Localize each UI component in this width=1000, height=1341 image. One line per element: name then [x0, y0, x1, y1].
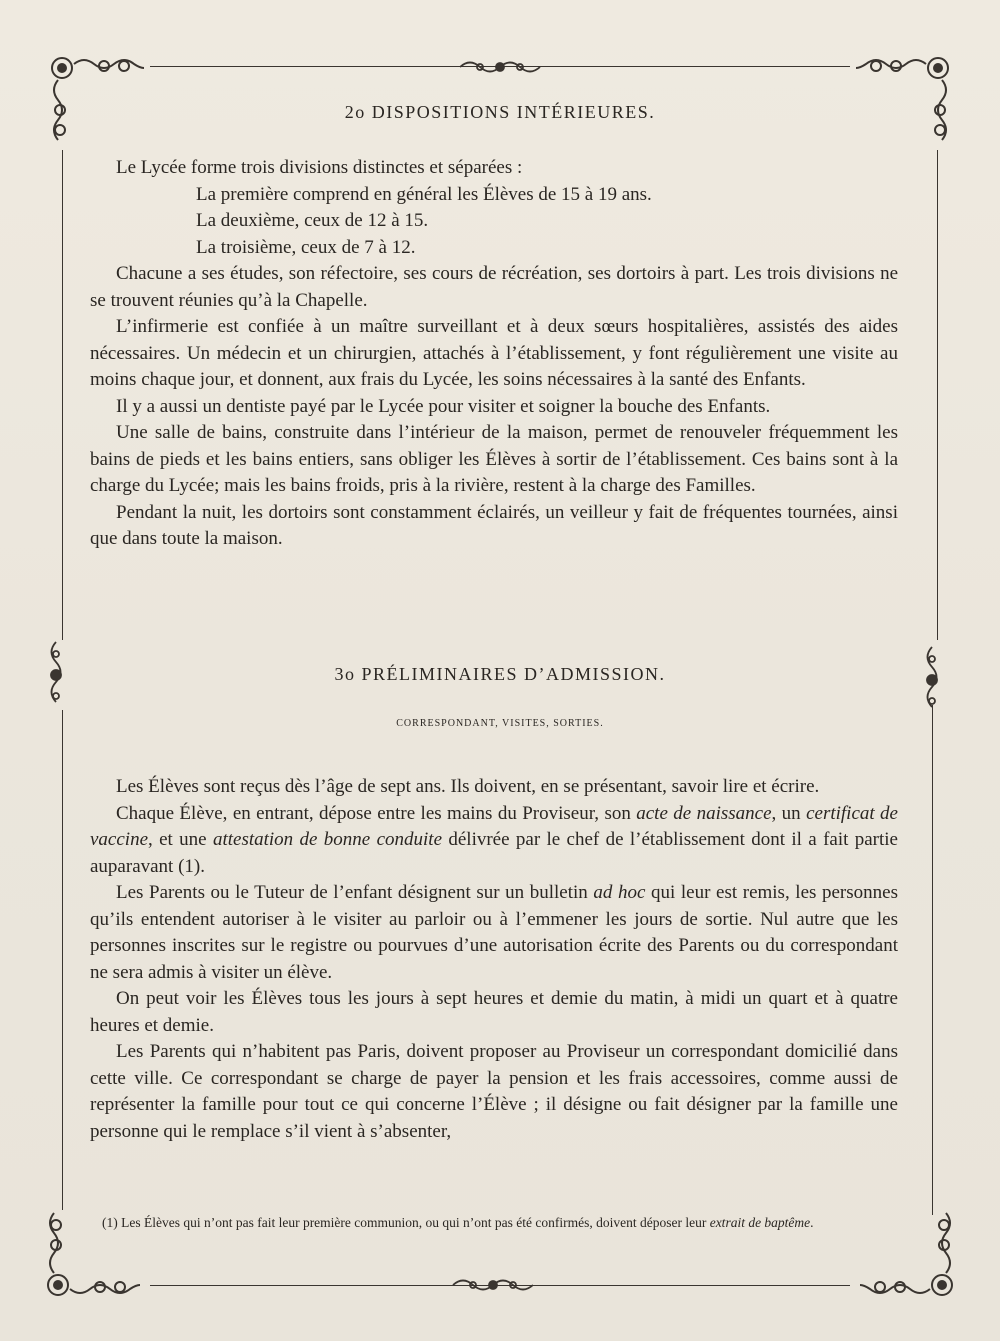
paragraph-visites: On peut voir les Élèves tous les jours à sept heures et demie du matin, à midi un quart et à quatre heures et demie.: [90, 988, 898, 1036]
text-run: qui leur est remis, les personnes qu’ils entendent autoriser à le visiter au parloir ou à l’emmener les jours de sortie. Nul autre que les personnes inscrites sur le registre ou pourvues d’une autorisation écrite des Parents ou du correspondant ne sera admis à visiter un élève.: [90, 882, 898, 983]
text-run: .: [810, 1215, 814, 1230]
frame-left-rule-lower: [62, 710, 63, 1210]
paragraph-nuit: Pendant la nuit, les dortoirs sont constamment éclairés, un veilleur y fait de fréquentes tournées, ainsi que dans toute la maison.: [90, 501, 898, 549]
frame-left-rule-upper: [62, 150, 63, 640]
paragraph-bains: Une salle de bains, construite dans l’intérieur de la maison, permet de renouveler fréquemment les bains de pieds et les bains entiers, sans obliger les Élèves à sortir de l’établissement. Ces bains sont à la charge du Lycée; mais les bains froids, pris à la rivière, restent à la charge des Familles.: [90, 422, 898, 496]
section-2-body: [90, 155, 898, 553]
section-3-body: [90, 774, 898, 1145]
division-second: La deuxième, ceux de 12 à 15.: [196, 210, 429, 231]
center-ornament-bottom: [448, 1274, 538, 1296]
division-third: La troisième, ceux de 7 à 12.: [196, 236, 416, 258]
italic-certificat-de-vaccine: certificat de vaccine: [90, 802, 898, 850]
italic-extrait-de-bapteme: extrait de baptême: [709, 1215, 811, 1230]
frame-right-rule-upper: [937, 150, 938, 640]
section-3-subheading: CORRESPONDANT, VISITES, SORTIES.: [396, 718, 604, 729]
paragraph-etudes: Chacune a ses études, son réfectoire, ses cours de récréation, ses dortoirs à part. Les trois divisions ne se trouvent réunies qu’à la Chapelle.: [90, 263, 898, 311]
text-run: Les Parents ou le Tuteur de l’enfant désignent sur un bulletin: [116, 882, 594, 903]
paragraph-dentiste: Il y a aussi un dentiste payé par le Lycée pour visiter et soigner la bouche des Enfants.: [116, 395, 771, 417]
section-2-heading: 2o DISPOSITIONS INTÉRIEURES.: [344, 102, 656, 122]
italic-ad-hoc: ad hoc: [593, 882, 646, 903]
footnote: [86, 1212, 898, 1233]
italic-attestation: attestation de bonne conduite: [212, 829, 443, 850]
footnote-text: [86, 1212, 898, 1233]
paragraph-bulletin: [90, 880, 898, 986]
frame-right-rule-lower: [932, 705, 933, 1215]
paragraph-correspondant: Les Parents qui n’habitent pas Paris, doivent proposer au Proviseur un correspondant domicilié dans cette ville. Ce correspondant se charge de payer la pension et les frais accessoires, comme aussi de représenter la famille pour tout ce qui concerne l’Élève ; il désigne ou fait désigner par la famille une personne qui le remplace s’il vient à s’absenter,: [90, 1041, 898, 1142]
text-run: délivrée par le chef de l’établissement dont il a fait partie auparavant (1).: [90, 829, 898, 877]
divisions-intro: Le Lycée forme trois divisions distinctes et séparées :: [116, 157, 523, 178]
italic-acte-de-naissance: acte de naissance: [636, 802, 772, 824]
paragraph-documents: [90, 801, 898, 881]
text-run: Chaque Élève, en entrant, dépose entre les mains du Proviseur, son: [116, 802, 637, 824]
paragraph-infirmerie: L’infirmerie est confiée à un maître surveillant et à deux sœurs hospitalières, assistés des aides nécessaires. Un médecin et un chirurgien, attachés à l’établissement, y font régulièrement une visite au moins chaque jour, et donnent, aux frais du Lycée, les soins nécessaires à la santé des Enfants.: [90, 316, 898, 390]
text-run: , et une: [148, 829, 213, 850]
text-run: (1) Les Élèves qui n’ont pas fait leur première communion, ou qui n’ont pas été confirmés, doivent déposer leur: [102, 1215, 710, 1230]
section-3-heading: 3o PRÉLIMINAIRES D’ADMISSION.: [334, 664, 666, 684]
center-ornament-top: [455, 56, 545, 78]
division-first: La première comprend en général les Élèves de 15 à 19 ans.: [196, 183, 652, 205]
paragraph-age: Les Élèves sont reçus dès l’âge de sept ans. Ils doivent, en se présentant, savoir lire et écrire.: [116, 776, 820, 797]
text-run: , un: [771, 802, 807, 824]
